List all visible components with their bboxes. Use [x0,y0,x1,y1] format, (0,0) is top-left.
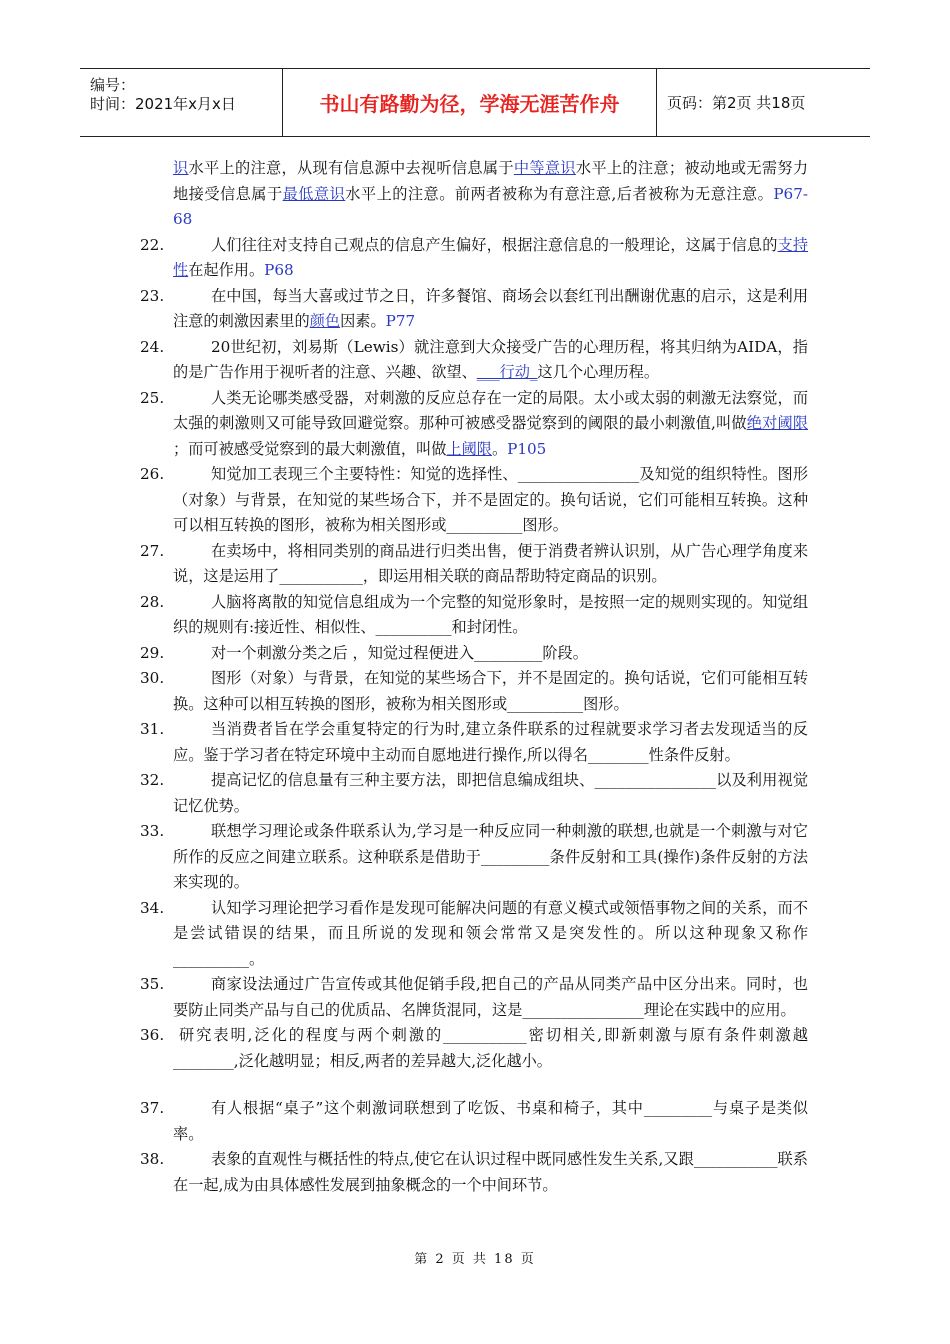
question-text: 人脑将离散的知觉信息组成为一个完整的知觉形象时，是按照一定的规则实现的。知觉组织的规则有:接近性、相似性、__________和封闭性。 [173,592,808,636]
page-footer: 第 2 页 共 18 页 [414,1252,536,1267]
question-text: 图形（对象）与背景，在知觉的某些场合下，并不是固定的。换句话说，它们可能相互转换。这种可以相互转换的图形，被称为相关图形或__________图形。 [173,669,808,713]
page-info: 页码：第2页 共18页 [667,94,806,112]
question-number: 28. [140,592,165,611]
question-number: 33. [140,822,165,840]
page-header [80,68,870,137]
question-number: 31. [140,720,165,738]
question-number: 37. [140,1099,165,1117]
answer-link[interactable]: 最低意识 [282,184,346,203]
motto: 书山有路勤为径，学海无涯苦作舟 [283,69,657,136]
question-number: 26. [140,465,165,483]
question-number: 25. [140,388,165,407]
answer-link[interactable]: 支持性 [173,235,809,279]
question-38 [140,1147,808,1198]
code-label: 编号： [90,76,136,94]
question-31 [140,717,808,768]
page-ref: P67-68 [173,184,809,228]
question-32 [140,768,808,819]
question-text: 提高记忆的信息量有三种主要方法，即把信息编成组块、________________以及利用视觉记忆优势。 [173,771,808,815]
header-meta-cell [80,69,283,136]
question-number: 34. [140,898,165,917]
question-number: 29. [140,643,165,662]
question-35 [140,972,808,1023]
question-33 [140,819,808,896]
question-37 [140,1096,808,1147]
question-34 [140,896,808,973]
time-label: 时间：2021年x月x日 [90,95,236,113]
question-number: 27. [140,541,165,560]
document-body [140,156,808,1198]
question-number: 35. [140,975,165,993]
question-text: 表象的直观性与概括性的特点,使它在认识过程中既同感性发生关系,又跟___________联系在一起,成为由具体感性发展到抽象概念的一个中间环节。 [173,1150,808,1194]
answer-link[interactable]: 绝对阈限 [746,414,809,432]
question-22: 22. 人们往往对支持自己观点的信息产生偏好，根据注意信息的一般理论，这属于信息的支持性在起作用。P68 [140,233,808,284]
question-23: 23. 在中国，每当大喜或过节之日，许多餐馆、商场会以套红刊出酬谢优惠的启示，这是利用注意的刺激因素里的颜色因素。P77 [140,284,808,335]
question-text: 知觉加工表现三个主要特性：知觉的选择性、________________及知觉的组织特性。图形（对象）与背景，在知觉的某些场合下，并不是固定的。换句话说，它们可能相互转换。这种可以相互转换的图形，被称为相关图形或__________图形。 [173,465,808,534]
question-text: 研究表明,泛化的程度与两个刺激的___________密切相关,即新刺激与原有条件刺激越________,泛化越明显；相反,两者的差异越大,泛化越小。 [173,1026,808,1070]
page-ref: P68 [264,261,294,279]
question-text: 联想学习理论或条件联系认为,学习是一种反应同一种刺激的联想,也就是一个刺激与对它所作的反应之间建立联系。这种联系是借助于_________条件反射和工具(操作)条件反射的方法来实现的。 [173,822,808,891]
question-30 [140,666,808,717]
question-29 [140,641,808,667]
continuation-paragraph: 识水平上的注意，从现有信息源中去视听信息属于中等意识水平上的注意；被动地或无需努力地接受信息属于最低意识水平上的注意。前两者被称为有意注意,后者被称为无意注意。P67-68 [173,159,809,228]
question-number: 32. [140,771,165,789]
question-number: 22. [140,235,165,254]
question-24: 24. 20世纪初，刘易斯（Lewis）就注意到大众接受广告的心理历程，将其归纳为AIDA，指的是广告作用于视听者的注意、兴趣、欲望、___行动_这几个心理历程。 [140,335,808,386]
page-ref: P105 [507,439,547,458]
question-number: 30. [140,669,165,687]
question-26 [140,462,808,539]
answer-link[interactable]: 上阈限 [446,439,492,458]
question-25: 25. 人类无论哪类感受器，对刺激的反应总存在一定的局限。太小或太弱的刺激无法察觉，而太强的刺激则又可能导致回避觉察。那种可被感受器觉察到的阈限的最小刺激值,叫做绝对阈限 ；而可被感受觉察到的最大刺激值，叫做上阈限。P105 [140,386,808,463]
answer-link[interactable]: 颜色 [309,312,341,330]
question-text: 商家设法通过广告宣传或其他促销手段,把自己的产品从同类产品中区分出来。同时，也要防止同类产品与自己的优质品、名牌货混同，这是________________理论在实践中的应用。 [173,975,808,1019]
question-number: 38. [140,1150,165,1168]
question-number: 24. [140,337,165,356]
question-text: 有人根据“桌子”这个刺激词联想到了吃饭、书桌和椅子，其中_________与桌子是类似率。 [173,1099,808,1143]
question-text: 在卖场中，将相同类别的商品进行归类出售，便于消费者辨认识别，从广告心理学角度来说，这是运用了___________，即运用相关联的商品帮助特定商品的识别。 [173,541,808,585]
question-36 [140,1023,808,1074]
answer-link[interactable]: 中等意识 [513,159,576,177]
answer-link[interactable]: ___行动_ [476,363,538,381]
answer-link[interactable]: 识 [173,159,189,177]
question-number: 36. [140,1026,165,1044]
question-text: 认知学习理论把学习看作是发现可能解决问题的有意义模式或领悟事物之间的关系，而不是尝试错误的结果，而且所说的发现和领会常常又是突发性的。所以这种现象又称作__________。 [173,898,808,968]
question-28 [140,590,808,641]
question-number: 23. [140,286,165,305]
question-27 [140,539,808,590]
question-text: 对一个刺激分类之后 ，知觉过程便进入_________阶段。 [211,643,588,662]
question-text: 当消费者旨在学会重复特定的行为时,建立条件联系的过程就要求学习者去发现适当的反应。鉴于学习者在特定环境中主动而自愿地进行操作,所以得名________性条件反射。 [173,720,808,764]
page-ref: P77 [385,312,416,330]
